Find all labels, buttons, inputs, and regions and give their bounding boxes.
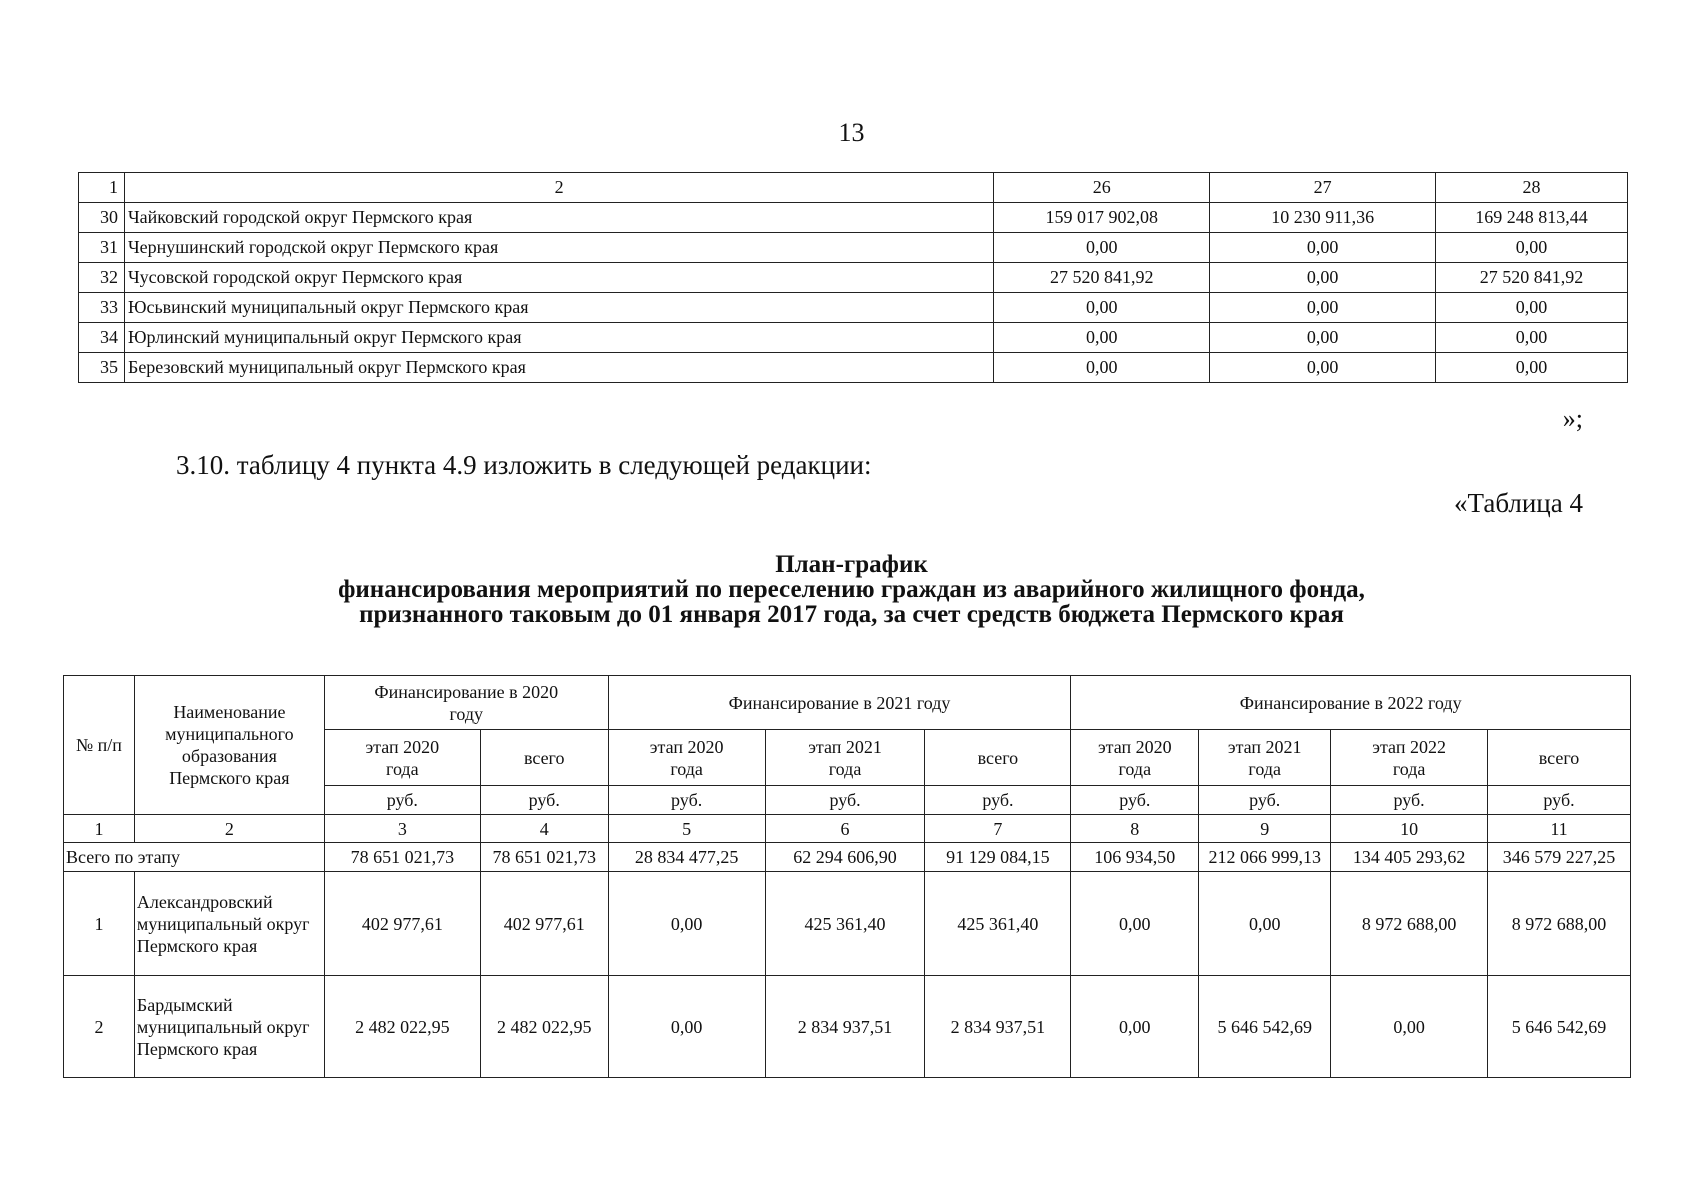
value-cell: 0,00	[1210, 293, 1436, 323]
unit-cell: руб.	[1071, 786, 1199, 815]
unit-cell: руб.	[608, 786, 765, 815]
financing-schedule-table	[63, 675, 1631, 1078]
row-number: 1	[64, 872, 135, 976]
column-number: 3	[324, 815, 480, 843]
value-cell: 8 972 688,00	[1331, 872, 1488, 976]
table-label: «Таблица 4	[1454, 488, 1583, 518]
municipality-name: Александровский муниципальный округ Пермского края	[134, 872, 324, 976]
stage-header: всего	[480, 730, 608, 786]
unit-cell: руб.	[1199, 786, 1331, 815]
total-value: 212 066 999,13	[1199, 843, 1331, 872]
total-value: 62 294 606,90	[765, 843, 925, 872]
column-number: 1	[64, 815, 135, 843]
value-cell: 2 834 937,51	[765, 976, 925, 1078]
column-number: 9	[1199, 815, 1331, 843]
value-cell: 0,00	[1071, 976, 1199, 1078]
heading-line: признанного таковым до 01 января 2017 года, за счет средств бюджета Пермского края	[359, 601, 1344, 628]
table-row	[79, 353, 1628, 383]
value-cell: 0,00	[1436, 293, 1628, 323]
row-number: 34	[79, 323, 125, 353]
value-cell: 425 361,40	[765, 872, 925, 976]
stage-header: всего	[1488, 730, 1631, 786]
table-row	[79, 323, 1628, 353]
stage-header: этап 2020 года	[324, 730, 480, 786]
column-number: 5	[608, 815, 765, 843]
value-cell: 0,00	[608, 976, 765, 1078]
schedule-heading	[0, 552, 1703, 627]
value-cell: 0,00	[608, 872, 765, 976]
table-header-row	[79, 173, 1628, 203]
value-cell: 5 646 542,69	[1488, 976, 1631, 1078]
column-number: 8	[1071, 815, 1199, 843]
column-number: 10	[1331, 815, 1488, 843]
municipality-name: Бардымский муниципальный округ Пермского края	[134, 976, 324, 1078]
stage-header: этап 2020 года	[1071, 730, 1199, 786]
value-cell: 0,00	[994, 323, 1210, 353]
header-cell: 1	[79, 173, 125, 203]
column-number: 7	[925, 815, 1071, 843]
heading-line: финансирования мероприятий по переселению граждан из аварийного жилищного фонда,	[338, 576, 1365, 603]
header-cell: 28	[1436, 173, 1628, 203]
column-number: 11	[1488, 815, 1631, 843]
municipality-name: Чайковский городской округ Пермского края	[124, 203, 993, 233]
stage-header: этап 2022 года	[1331, 730, 1488, 786]
total-label: Всего по этапу	[64, 843, 325, 872]
row-number: 32	[79, 263, 125, 293]
continued-table	[78, 172, 1628, 383]
value-cell: 0,00	[994, 353, 1210, 383]
row-number: 2	[64, 976, 135, 1078]
municipality-name: Чернушинский городской округ Пермского края	[124, 233, 993, 263]
value-cell: 27 520 841,92	[1436, 263, 1628, 293]
stage-header: этап 2021 года	[1199, 730, 1331, 786]
value-cell: 2 482 022,95	[324, 976, 480, 1078]
row-number: 33	[79, 293, 125, 323]
col-number-header: № п/п	[64, 676, 135, 815]
value-cell: 0,00	[994, 233, 1210, 263]
value-cell: 402 977,61	[480, 872, 608, 976]
value-cell: 27 520 841,92	[994, 263, 1210, 293]
total-value: 106 934,50	[1071, 843, 1199, 872]
group-2021-header: Финансирование в 2021 году	[608, 676, 1071, 730]
unit-cell: руб.	[480, 786, 608, 815]
row-number: 30	[79, 203, 125, 233]
col-name-header: Наименование муниципального образования Пермского края	[134, 676, 324, 815]
value-cell: 2 834 937,51	[925, 976, 1071, 1078]
value-cell: 0,00	[1331, 976, 1488, 1078]
unit-cell: руб.	[765, 786, 925, 815]
total-value: 28 834 477,25	[608, 843, 765, 872]
value-cell: 0,00	[1436, 353, 1628, 383]
unit-cell: руб.	[1331, 786, 1488, 815]
amendment-paragraph: 3.10. таблицу 4 пункта 4.9 изложить в следующей редакции:	[176, 450, 872, 480]
value-cell: 0,00	[1210, 353, 1436, 383]
stage-header: всего	[925, 730, 1071, 786]
value-cell: 0,00	[1210, 323, 1436, 353]
table-row	[79, 203, 1628, 233]
table-row	[64, 976, 1631, 1078]
value-cell: 0,00	[994, 293, 1210, 323]
header-row-groups	[64, 676, 1631, 730]
value-cell: 0,00	[1436, 323, 1628, 353]
page-number: 13	[838, 118, 865, 147]
value-cell: 5 646 542,69	[1199, 976, 1331, 1078]
header-cell: 26	[994, 173, 1210, 203]
table-row	[79, 263, 1628, 293]
total-row	[64, 843, 1631, 872]
total-value: 134 405 293,62	[1331, 843, 1488, 872]
total-value: 78 651 021,73	[480, 843, 608, 872]
value-cell: 8 972 688,00	[1488, 872, 1631, 976]
total-value: 91 129 084,15	[925, 843, 1071, 872]
value-cell: 0,00	[1071, 872, 1199, 976]
unit-cell: руб.	[324, 786, 480, 815]
heading-line: План-график	[775, 551, 928, 578]
table-row	[79, 233, 1628, 263]
column-number-row	[64, 815, 1631, 843]
header-cell: 27	[1210, 173, 1436, 203]
municipality-name: Чусовской городской округ Пермского края	[124, 263, 993, 293]
row-number: 35	[79, 353, 125, 383]
total-value: 78 651 021,73	[324, 843, 480, 872]
municipality-name: Юсьвинский муниципальный округ Пермского края	[124, 293, 993, 323]
column-number: 2	[134, 815, 324, 843]
column-number: 6	[765, 815, 925, 843]
group-2022-header: Финансирование в 2022 году	[1071, 676, 1631, 730]
total-value: 346 579 227,25	[1488, 843, 1631, 872]
unit-cell: руб.	[1488, 786, 1631, 815]
closing-quote: »;	[1562, 404, 1583, 433]
stage-header: этап 2021 года	[765, 730, 925, 786]
value-cell: 0,00	[1436, 233, 1628, 263]
municipality-name: Юрлинский муниципальный округ Пермского края	[124, 323, 993, 353]
value-cell: 159 017 902,08	[994, 203, 1210, 233]
value-cell: 169 248 813,44	[1436, 203, 1628, 233]
value-cell: 425 361,40	[925, 872, 1071, 976]
value-cell: 0,00	[1199, 872, 1331, 976]
table-row	[79, 293, 1628, 323]
row-number: 31	[79, 233, 125, 263]
value-cell: 2 482 022,95	[480, 976, 608, 1078]
header-cell: 2	[124, 173, 993, 203]
table-row	[64, 872, 1631, 976]
value-cell: 0,00	[1210, 263, 1436, 293]
stage-header: этап 2020 года	[608, 730, 765, 786]
value-cell: 402 977,61	[324, 872, 480, 976]
group-2020-header: Финансирование в 2020 году	[324, 676, 608, 730]
unit-cell: руб.	[925, 786, 1071, 815]
column-number: 4	[480, 815, 608, 843]
value-cell: 0,00	[1210, 233, 1436, 263]
municipality-name: Березовский муниципальный округ Пермского края	[124, 353, 993, 383]
value-cell: 10 230 911,36	[1210, 203, 1436, 233]
